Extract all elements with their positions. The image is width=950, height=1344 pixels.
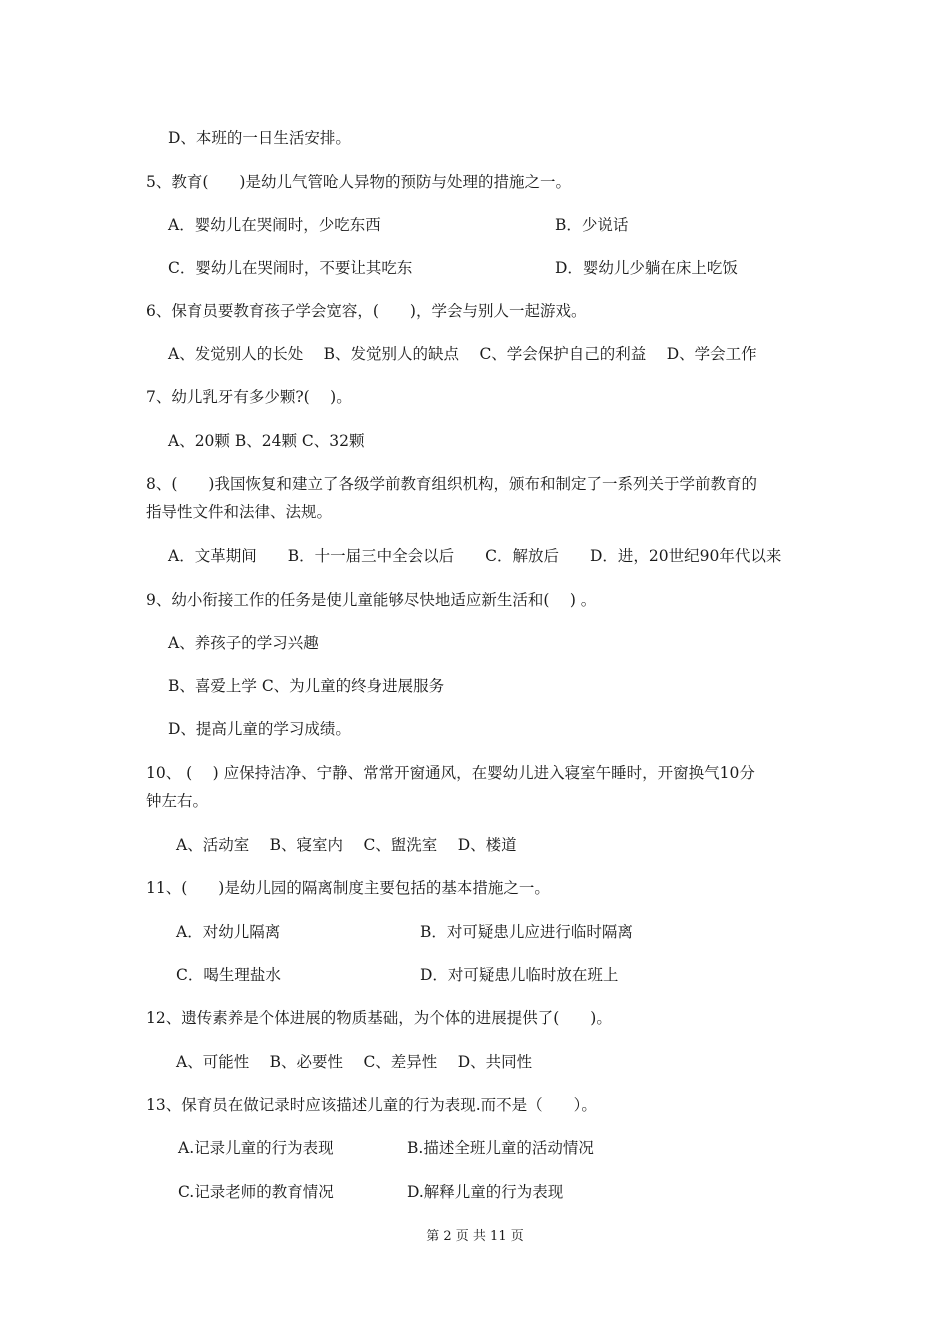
q5-option-a: A．婴幼儿在哭闹时，少吃东西 xyxy=(168,216,381,234)
q5-option-c: C．婴幼儿在哭闹时，不要让其吃东 xyxy=(168,259,413,277)
q13-option-c: C.记录老师的教育情况 xyxy=(178,1183,334,1201)
q11-option-c: C．喝生理盐水 xyxy=(176,966,281,984)
q6-options: A、发觉别人的长处 B、发觉别人的缺点 C、学会保护自己的利益 D、学会工作 xyxy=(168,345,757,363)
question-7: 7、幼儿乳牙有多少颗?( )。 xyxy=(146,388,352,406)
question-11: 11、( )是幼儿园的隔离制度主要包括的基本措施之一。 xyxy=(146,879,550,897)
q11-option-a: A．对幼儿隔离 xyxy=(176,923,281,941)
q13-option-b: B.描述全班儿童的活动情况 xyxy=(407,1139,594,1157)
question-9: 9、幼小衔接工作的任务是使儿童能够尽快地适应新生活和( ) 。 xyxy=(146,591,597,609)
q13-option-a: A.记录儿童的行为表现 xyxy=(178,1139,334,1157)
q10-options: A、活动室 B、寝室内 C、盥洗室 D、楼道 xyxy=(176,836,517,854)
q7-options: A、20颗 B、24颗 C、32颗 xyxy=(168,432,365,450)
q9-option-a: A、养孩子的学习兴趣 xyxy=(168,634,319,652)
q11-option-b: B．对可疑患儿应进行临时隔离 xyxy=(420,923,633,941)
q5-option-b: B．少说话 xyxy=(555,216,629,234)
q12-options: A、可能性 B、必要性 C、差异性 D、共同性 xyxy=(176,1053,533,1071)
page-number-footer: 第 2 页 共 11 页 xyxy=(426,1229,524,1244)
question-6: 6、保育员要教育孩子学会宽容，( )，学会与别人一起游戏。 xyxy=(146,302,587,320)
question-10-line-2: 钟左右。 xyxy=(146,792,209,810)
q9-option-d: D、提高儿童的学习成绩。 xyxy=(168,720,351,738)
question-8-line-2: 指导性文件和法律、法规。 xyxy=(146,503,333,521)
q4-option-d: D、本班的一日生活安排。 xyxy=(168,129,351,147)
q5-option-d: D．婴幼儿少躺在床上吃饭 xyxy=(555,259,738,277)
question-8-line-1: 8、( )我国恢复和建立了各级学前教育组织机构，颁布和制定了一系列关于学前教育的 xyxy=(146,475,757,493)
question-5: 5、教育( )是幼儿气管呛人异物的预防与处理的措施之一。 xyxy=(146,173,571,191)
q9-option-b: B、喜爱上学 C、为儿童的终身进展服务 xyxy=(168,677,445,695)
question-10-line-1: 10、 ( ) 应保持洁净、宁静、常常开窗通风，在婴幼儿进入寝室午睡时，开窗换气10分 xyxy=(146,764,755,782)
question-12: 12、遗传素养是个体进展的物质基础，为个体的进展提供了( )。 xyxy=(146,1009,612,1027)
question-13: 13、保育员在做记录时应该描述儿童的行为表现.而不是（ ）。 xyxy=(146,1096,597,1114)
q13-option-d: D.解释儿童的行为表现 xyxy=(407,1183,564,1201)
q8-options: A．文革期间 B．十一届三中全会以后 C．解放后 D．进，20世纪90年代以来 xyxy=(168,547,782,565)
q11-option-d: D．对可疑患儿临时放在班上 xyxy=(420,966,619,984)
